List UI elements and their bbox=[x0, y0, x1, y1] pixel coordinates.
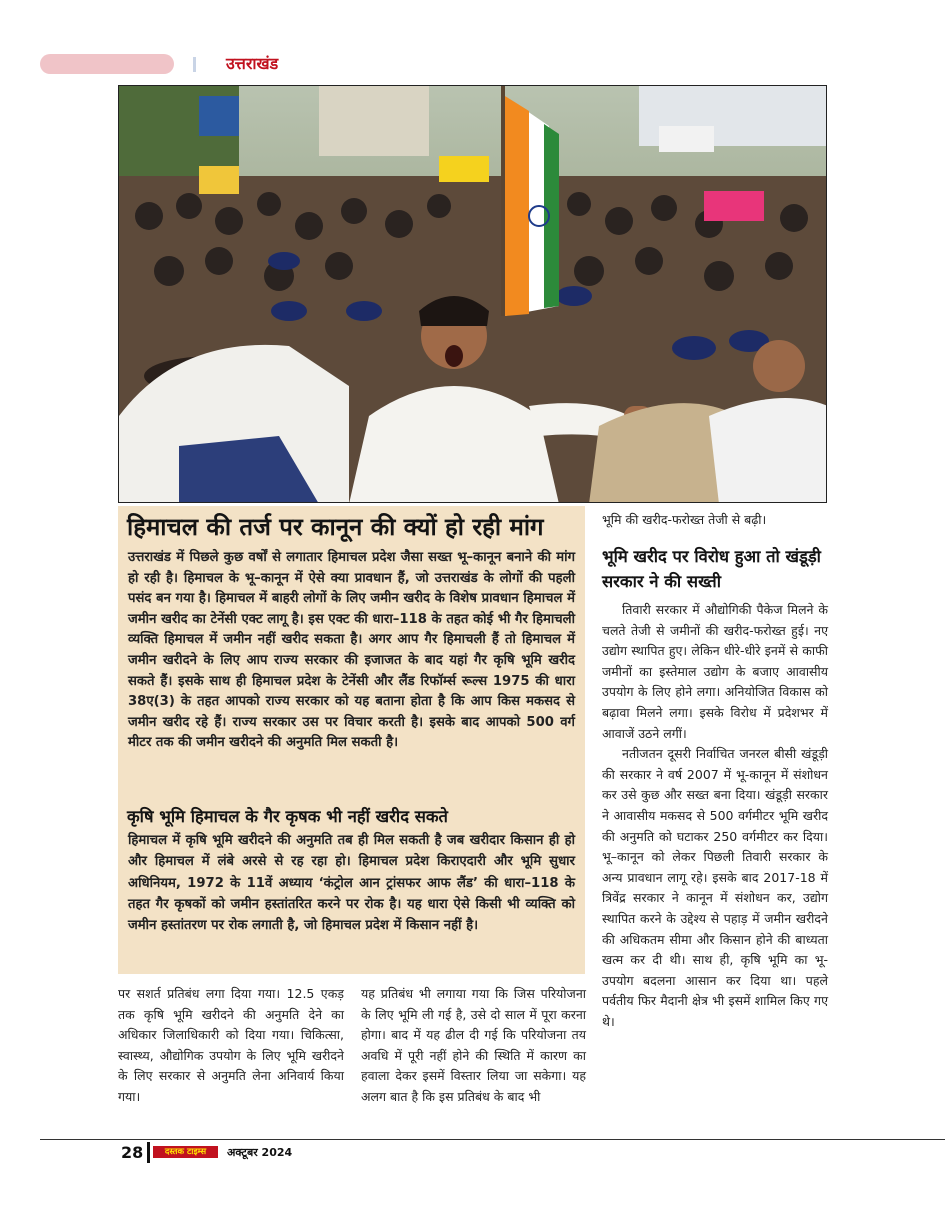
magazine-logo: दस्तक टाइम्स bbox=[153, 1146, 218, 1158]
section-label: उत्तराखंड bbox=[226, 54, 279, 73]
right-column-subhead: भूमि खरीद पर विरोध हुआ तो खंडूड़ी सरकार ने की सख्ती bbox=[602, 547, 821, 591]
feature-subhead: कृषि भूमि हिमाचल के गैर कृषक भी नहीं खरीद सकते bbox=[127, 807, 448, 826]
header-decor-pill bbox=[40, 54, 174, 74]
protest-crowd-photo bbox=[118, 85, 827, 503]
feature-paragraph-1: उत्तराखंड में पिछले कुछ वर्षों से लगातार हिमाचल प्रदेश जैसा सख्त भू–कानून बनाने की मांग हो रही है। हिमाचल के भू–कानून में ऐसे क्या प्रावधान हैं, जो उत्तराखंड के लोगों की पहली पसंद बन गया है। हिमाचल में बाहरी लोगों के लिए जमीन खरीद के विशेष प्रावधान हिमाचल में जमीन खरीद का टेनेंसी एक्ट लागू है। इस एक्ट की धारा–118 के तहत कोई भी गैर हिमाचली व्यक्ति हिमाचल में जमीन नहीं खरीद सकता है। अगर आप गैर हिमाचली हैं तो हिमाचल में जमीन खरीदने के लिए आप राज्य सरकार की इजाजत के बाद यहां गैर कृषि भूमि खरीद सकते हैं। इसके साथ ही हिमाचल प्रदेश के टेनेंसी और लैंड रिफॉर्म्स रूल्स 1975 की धारा 38ए(3) के तहत आपको राज्य सरकार को यह बताना होता है कि आप किस मकसद से जमीन खरीद रहे हैं। राज्य सरकार उस पर विचार करती है। इसके बाद आपको 500 वर्ग मीटर तक की जमीन खरीदने की अनुमति मिल सकती है। bbox=[128, 550, 575, 751]
issue-date: अक्टूबर 2024 bbox=[227, 1146, 293, 1159]
article-column-left: पर सशर्त प्रतिबंध लगा दिया गया। 12.5 एकड़ तक कृषि भूमि खरीदने की अनुमति देने का अधिकार जिलाधिकारी को दिया गया। चिकित्सा, स्वास्थ्य, औद्योगिक उपयोग के लिए भूमि खरीदने के लिए सरकार से अनुमति लेना अनिवार्य किया गया। bbox=[118, 986, 344, 1104]
right-paragraph-2: नतीजतन दूसरी निर्वाचित जनरल बीसी खंडूड़ी की सरकार ने वर्ष 2007 में भू-कानून में संशोधन कर उसे कुछ और सख्त बना दिया। खंडूड़ी सरकार ने आवासीय मकसद से 500 वर्गमीटर भूमि खरीद की अनुमति को घटाकर 250 वर्गमीटर कर दिया। भू–कानून को लेकर पिछली तिवारी सरकार के अन्य प्रावधान लागू रहे। इसके बाद 2017-18 में त्रिवेंद्र सरकार ने कानून में संशोधन कर, उद्योग स्थापित करने के उद्देश्य से पहाड़ में जमीन खरीदने की अधिकतम सीमा और किसान होने की बाध्यता खत्म कर दी थी। साथ ही, कृषि भूमि का भू-उपयोग बदलना आसान कर दिया था। पहले पर्वतीय फिर मैदानी क्षेत्र भी इसमें शामिल किए गए थे। bbox=[602, 746, 828, 1029]
right-paragraph-1: तिवारी सरकार में औद्योगिकी पैकेज मिलने के चलते तेजी से जमीनों की खरीद-फरोख्त हुई। नए उद्योग स्थापित हुए। लेकिन धीरे-धीरे इनमें से काफी जमीनों का इस्तेमाल उद्योग के बजाए आवासीय उपयोग के लिए होने लगा। अनियोजित विकास को बढ़ावा मिलने लगा। इसके विरोध में प्रदेशभर में आवाजें उठने लगीं। bbox=[602, 602, 828, 741]
article-column-right bbox=[602, 600, 828, 1032]
footer-divider bbox=[147, 1142, 150, 1163]
header-separator bbox=[193, 57, 196, 72]
article-column-right-top: भूमि की खरीद-फरोख्त तेजी से बढ़ी। bbox=[602, 512, 767, 527]
feature-paragraph-2: हिमाचल में कृषि भूमि खरीदने की अनुमति तब ही मिल सकती है जब खरीदार किसान ही हो और हिमाचल में लंबे अरसे से रह रहा हो। हिमाचल प्रदेश किराएदारी और भूमि सुधार अधिनियम, 1972 के 11वें अध्याय ‘कंट्रोल आन ट्रांसफर आफ लैंड’ की धारा–118 के तहत गैर कृषकों को जमीन हस्तांतरित करने पर रोक है। यह धारा ऐसे किसी भी व्यक्ति को जमीन हस्तांतरण पर रोक लगाती है, जो हिमाचल प्रदेश में किसान नहीं है। bbox=[128, 833, 575, 934]
footer-rule bbox=[40, 1139, 945, 1140]
article-column-middle: यह प्रतिबंध भी लगाया गया कि जिस परियोजना के लिए भूमि ली गई है, उसे दो साल में पूरा करना होगा। बाद में यह ढील दी गई कि परियोजना तय अवधि में पूरी नहीं होने की स्थिति में कारण का हवाला देकर इसमें विस्तार लिया जा सकेगा। यह अलग बात है कि इस प्रतिबंध के बाद भी bbox=[361, 986, 586, 1104]
feature-headline: हिमाचल की तर्ज पर कानून की क्यों हो रही मांग bbox=[127, 513, 544, 541]
page-number: 28 bbox=[121, 1143, 144, 1162]
